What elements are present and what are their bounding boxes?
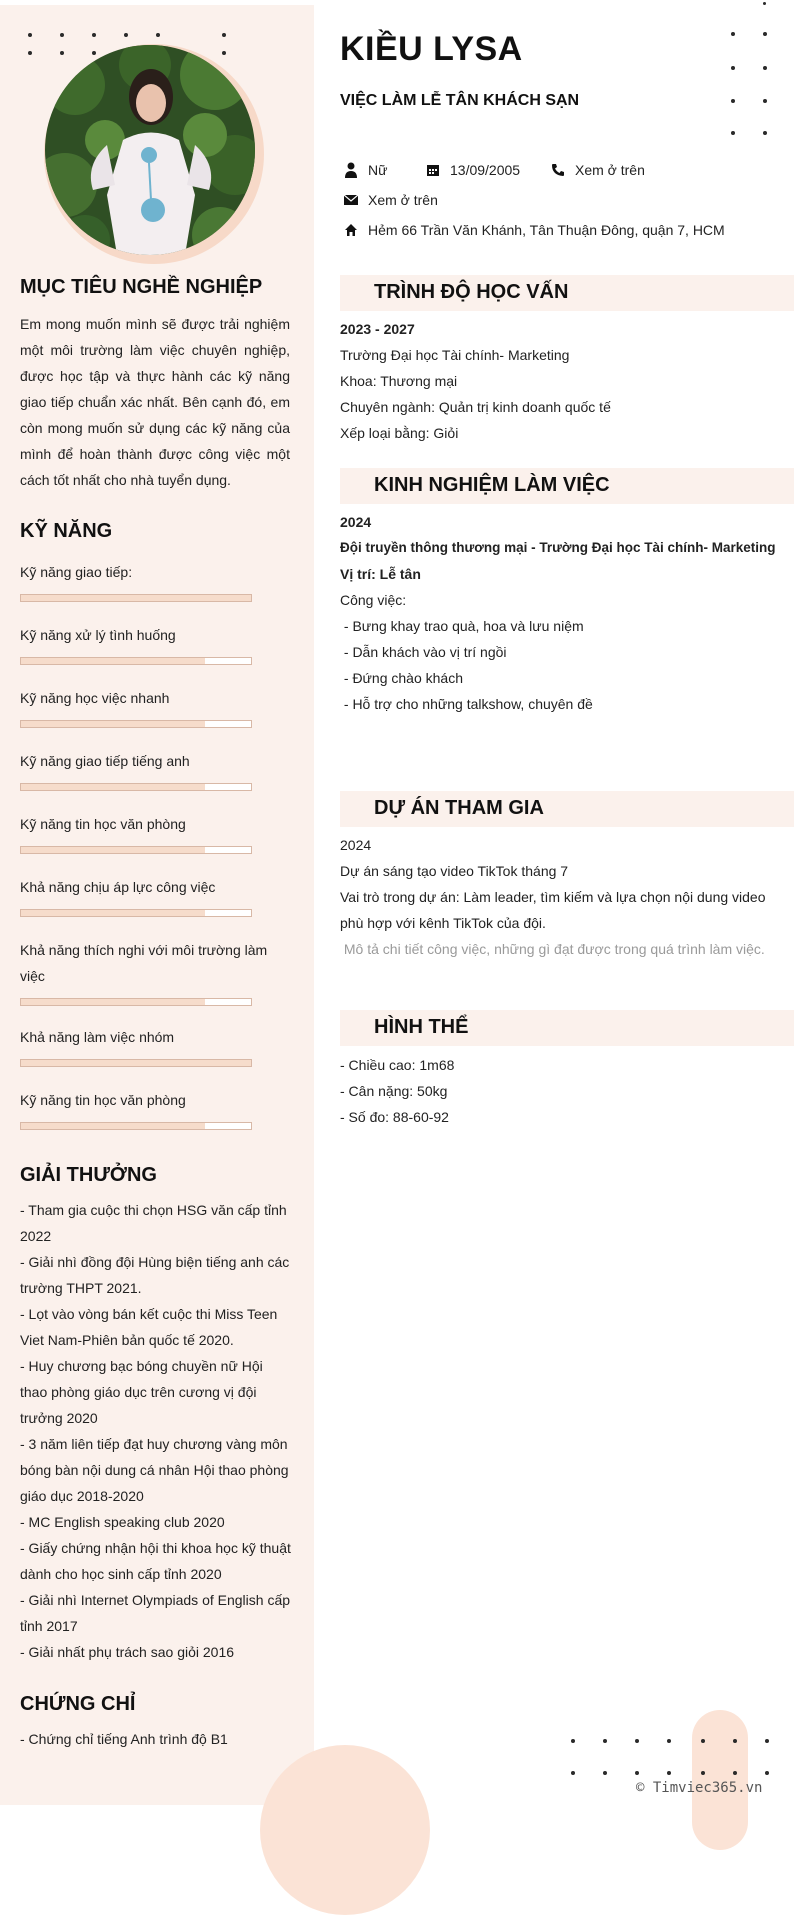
- objective-title: MỤC TIÊU NGHỀ NGHIỆP: [20, 276, 263, 298]
- list-item: - 3 năm liên tiếp đạt huy chương vàng môn bóng bàn nội dung cá nhân Hội thao phòng giáo dục 2018-2020: [20, 1436, 289, 1504]
- skill-bar: [20, 846, 252, 854]
- education-title: TRÌNH ĐỘ HỌC VẤN: [374, 281, 569, 303]
- list-item: - Chiều cao: 1m68: [340, 1057, 455, 1073]
- phone-info: [551, 162, 645, 178]
- list-item: - Hỗ trợ cho những talkshow, chuyên đề: [340, 696, 593, 712]
- education-rank: Xếp loại bằng: Giỏi: [340, 425, 459, 441]
- skill-bar: [20, 783, 252, 791]
- email-info: [344, 192, 438, 208]
- address-value: Hẻm 66 Trần Văn Khánh, Tân Thuận Đông, quận 7, HCM: [368, 222, 725, 238]
- skill-bar-fill: [21, 658, 205, 664]
- skill-bar-fill: [21, 595, 251, 601]
- skill-bar-fill: [21, 847, 205, 853]
- education-period: 2023 - 2027: [340, 321, 415, 337]
- birthday-value: 13/09/2005: [450, 162, 521, 178]
- education-major: Chuyên ngành: Quản trị kinh doanh quốc tế: [340, 399, 611, 415]
- list-item: - Dẫn khách vào vị trí ngồi: [340, 644, 507, 660]
- project-name: Dự án sáng tạo video TikTok tháng 7: [340, 863, 569, 879]
- phone-icon: [551, 163, 565, 177]
- address-info: [344, 222, 725, 238]
- candidate-name: KIỀU LYSA: [340, 30, 523, 68]
- skill-bar-fill: [21, 721, 205, 727]
- skill-bar-fill: [21, 910, 205, 916]
- skill-bar: [20, 594, 252, 602]
- skill-label: Kỹ năng tin học văn phòng: [20, 816, 186, 832]
- awards-title: GIẢI THƯỞNG: [20, 1164, 157, 1186]
- list-item: - Bưng khay trao quà, hoa và lưu niệm: [340, 618, 584, 634]
- phone-value: Xem ở trên: [575, 162, 645, 178]
- education-body: [340, 316, 780, 446]
- skill-label: Kỹ năng xử lý tình huống: [20, 627, 176, 643]
- gender-value: Nữ: [368, 162, 388, 178]
- experience-header: [340, 468, 794, 504]
- skill-label: Kỹ năng giao tiếp:: [20, 564, 133, 580]
- skill-bar: [20, 1059, 252, 1067]
- list-item: - Lọt vào vòng bán kết cuộc thi Miss Teen Viet Nam-Phiên bản quốc tế 2020.: [20, 1306, 278, 1348]
- watermark: © Timviec365.vn: [636, 1780, 763, 1796]
- skill-bar-fill: [21, 1060, 251, 1066]
- list-item: - Số đo: 88-60-92: [340, 1109, 449, 1125]
- awards-list: [20, 1197, 292, 1665]
- education-faculty: Khoa: Thương mại: [340, 373, 458, 389]
- project-role: Vai trò trong dự án: Làm leader, tìm kiếm và lựa chọn nội dung video phù hợp với kênh TikTok của đội.: [340, 889, 766, 931]
- project-year: 2024: [340, 837, 372, 853]
- physical-title: HÌNH THỂ: [374, 1016, 469, 1038]
- experience-org: Đội truyền thông thương mại - Trường Đại học Tài chính- Marketing: [340, 540, 776, 555]
- certificates-title: CHỨNG CHỈ: [20, 1693, 136, 1715]
- physical-header: [340, 1010, 794, 1046]
- experience-duties-label: Công việc:: [340, 592, 407, 608]
- physical-body: [340, 1052, 780, 1130]
- projects-title: DỰ ÁN THAM GIA: [374, 797, 544, 819]
- experience-year: 2024: [340, 514, 372, 530]
- gender-info: [344, 162, 387, 178]
- skill-bar: [20, 1122, 252, 1130]
- avatar: [45, 45, 255, 255]
- project-description: Mô tả chi tiết công việc, những gì đạt được trong quá trình làm việc.: [340, 941, 765, 957]
- skill-label: Kỹ năng tin học văn phòng: [20, 1092, 186, 1108]
- list-item: - Giải nhất phụ trách sao giỏi 2016: [20, 1644, 235, 1660]
- skill-label: Kỹ năng học việc nhanh: [20, 690, 170, 706]
- skill-bar: [20, 657, 252, 665]
- experience-position: Vị trí: Lễ tân: [340, 566, 421, 582]
- list-item: - Giải nhì đồng đội Hùng biện tiếng anh các trường THPT 2021.: [20, 1254, 290, 1296]
- list-item: - Giấy chứng nhận hội thi khoa học kỹ thuật dành cho học sinh cấp tỉnh 2020: [20, 1540, 291, 1582]
- person-icon: [344, 162, 358, 178]
- list-item: - Huy chương bạc bóng chuyền nữ Hội thao phòng giáo dục trên cương vị đội trưởng 2020: [20, 1358, 263, 1426]
- projects-body: [340, 832, 780, 962]
- calendar-icon: [426, 163, 440, 177]
- skill-label: Khả năng thích nghi với môi trường làm việc: [20, 942, 268, 984]
- list-item: - Cân nặng: 50kg: [340, 1083, 448, 1099]
- experience-title: KINH NGHIỆM LÀM VIỆC: [374, 474, 610, 496]
- list-item: - Đứng chào khách: [340, 670, 463, 686]
- certificates-list: [20, 1726, 292, 1752]
- skill-label: Khả năng làm việc nhóm: [20, 1029, 175, 1045]
- skill-bar: [20, 720, 252, 728]
- envelope-icon: [344, 194, 358, 206]
- job-title: VIỆC LÀM LỄ TÂN KHÁCH SẠN: [340, 92, 580, 109]
- skill-bar-fill: [21, 784, 205, 790]
- experience-body: [340, 509, 790, 717]
- decorative-circle: [260, 1745, 430, 1915]
- email-value: Xem ở trên: [368, 192, 438, 208]
- objective-text: Em mong muốn mình sẽ được trải nghiệm một môi trường làm việc chuyên nghiệp, được học tập và thực hành các kỹ năng giao tiếp chuẩn xác nhất. Bên cạnh đó, em còn mong muốn sử dụng các kỹ năng của mình để hoàn thành được công việc một cách tốt nhất cho nhà tuyển dụng.: [20, 316, 290, 488]
- education-school: Trường Đại học Tài chính- Marketing: [340, 347, 570, 363]
- skill-bar-fill: [21, 1123, 205, 1129]
- projects-header: [340, 791, 794, 827]
- skill-label: Khả năng chịu áp lực công việc: [20, 879, 216, 895]
- education-header: [340, 275, 794, 311]
- skill-bar-fill: [21, 999, 205, 1005]
- skill-bar: [20, 998, 252, 1006]
- list-item: - Tham gia cuộc thi chọn HSG văn cấp tỉnh 2022: [20, 1202, 287, 1244]
- list-item: - Giải nhì Internet Olympiads of English cấp tỉnh 2017: [20, 1592, 291, 1634]
- home-icon: [344, 223, 358, 237]
- skill-bar: [20, 909, 252, 917]
- list-item: - MC English speaking club 2020: [20, 1514, 225, 1530]
- birthday-info: [426, 162, 520, 178]
- list-item: - Chứng chỉ tiếng Anh trình độ B1: [20, 1731, 228, 1747]
- skill-label: Kỹ năng giao tiếp tiếng anh: [20, 753, 190, 769]
- skills-title: KỸ NĂNG: [20, 520, 113, 542]
